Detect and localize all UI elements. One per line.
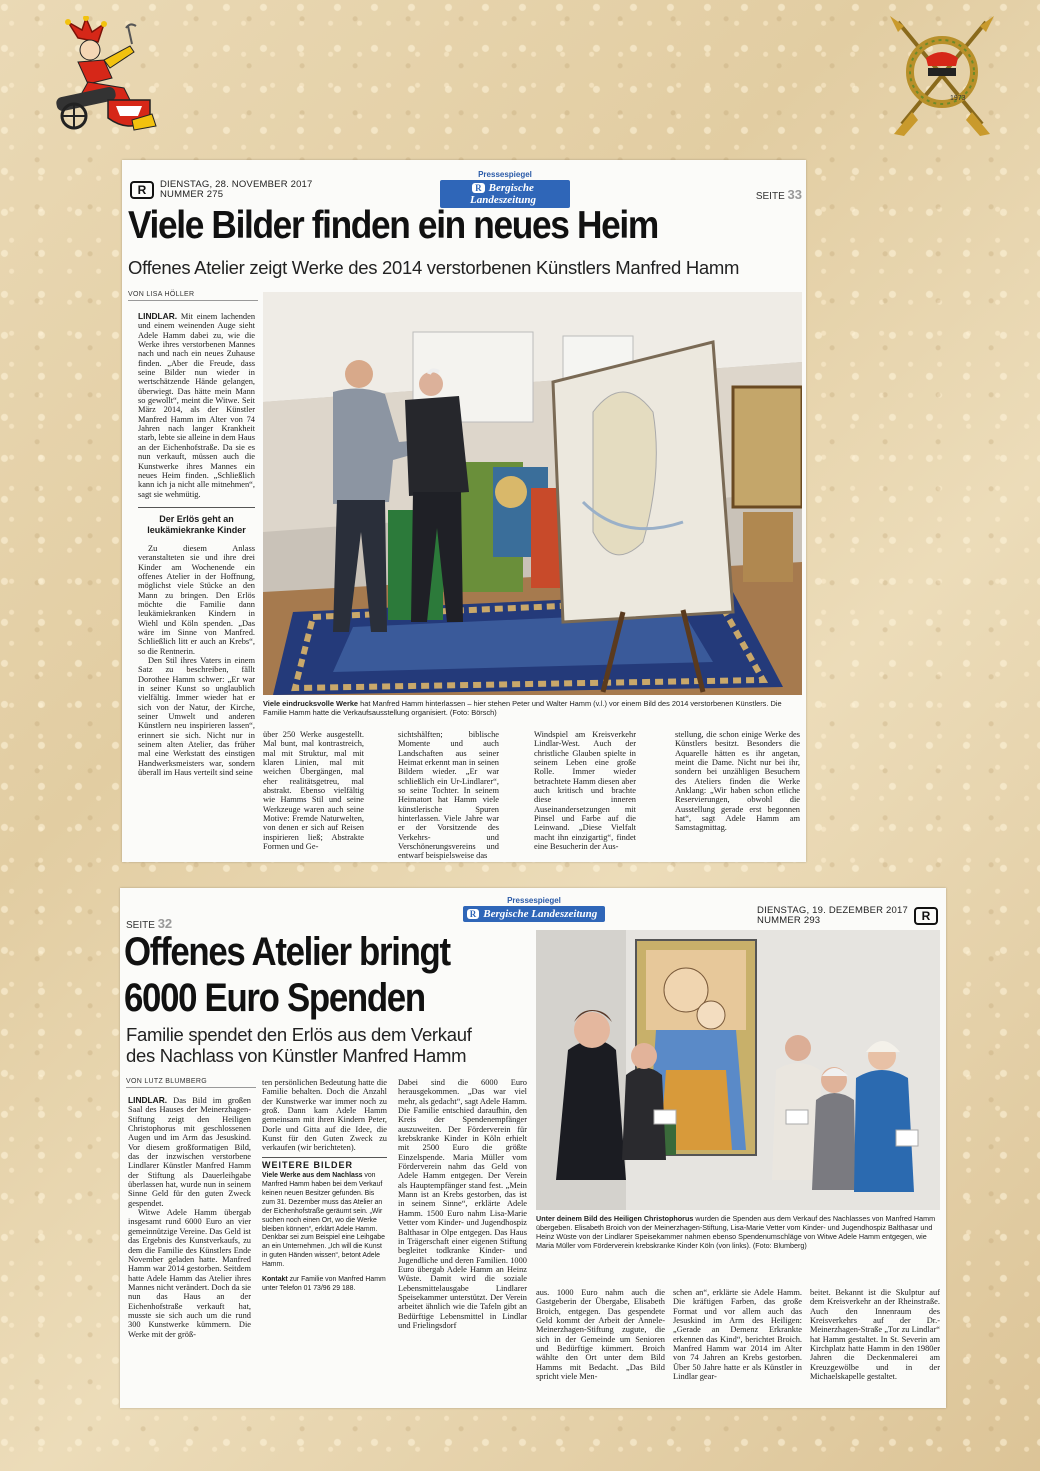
page-num: 33 bbox=[787, 187, 802, 202]
weitere-bilder-text: von Manfred Hamm haben bei dem Verkauf keinen neuen Besitzer gefunden. Bis zum 31. Dezember muss das Atelier an der Eichenhofstraße geräumt sein. „Wir suchen noch einen Ort, wo die Werke bleiben können“, erklärt Adele Hamm. Denkbar sei zum Beispiel eine Leihgabe an ein Unternehmen. „Ich will die Kunst in guten Händen wissen“, betont Adele Hamm. bbox=[262, 1172, 385, 1269]
newspaper-name: Bergische Landeszeitung bbox=[469, 182, 536, 206]
newspaper-logo-icon: R bbox=[472, 183, 485, 193]
atelier-photo bbox=[263, 292, 802, 695]
photo-caption-2 bbox=[536, 1214, 940, 1250]
article2-column-4: aus. 1000 Euro nahm auch die Gastgeberin der Übergabe, Elisabeth Broich, entgegen. Das gespendete Geld kommt der Arbeit der Annele-Meinerzhagen-Stiftung zugute, die sich in der Gemeinde um Senioren und Bedürftige kümmert. Broich wählte den Ort unter dem Bild Hamms mit Bedacht. „Das Bild spricht viele Men- bbox=[536, 1288, 665, 1382]
issue-number-2: NUMMER 293 bbox=[757, 915, 821, 926]
article2-col2-text: ten persönlichen Bedeutung hatte die Familie behalten. Doch die Anzahl der Kunstwerke war immer noch zu groß. Dann kam Adele Hamm gemeinsam mit ihren Kindern Peter, Dorle und Gitta auf die Idee, die Kunst für den Guten Zweck zu verkaufen (wir berichteten). bbox=[262, 1078, 387, 1153]
pressespiegel-banner bbox=[440, 170, 570, 208]
column-4: Windspiel am Kreisverkehr Lindlar-West. Auch der christliche Glauben spielte in seinem Leben eine große Rolle. Immer wieder betrachtete Hamm diesen aber auch kritisch und brachte diese inneren Auseinandersetzungen mit Pinsel und Farbe auf die Leinwand. „Diese Vielfalt macht ihn einzigartig“, findet eine Besucherin der Aus- bbox=[534, 730, 636, 852]
article2-column-2 bbox=[262, 1078, 387, 1406]
author-rule-2 bbox=[126, 1087, 256, 1088]
newspaper-name-2: Bergische Landeszeitung bbox=[483, 908, 598, 920]
caption-2-bold: Unter deinem Bild des Heiligen Christophorus bbox=[536, 1214, 694, 1223]
author: VON LISA HÖLLER bbox=[128, 291, 195, 298]
column-5: stellung, die schon einige Werke des Künstlers besitzt. Besonders die Aquarelle hätten es ihr angetan, meint die Dame. Nicht nur bei ihr, sondern bei unzähligen Besuchern des Ateliers finden die Werke Anklang: „Wir haben schon etliche Reservierungen, obwohl die Ausstellung gerade erst begonnen hat“, sagt Adele Hamm am Samstagmittag. bbox=[675, 730, 800, 833]
jester-cannon-emblem bbox=[48, 16, 164, 134]
emblem-year: 1973 bbox=[950, 95, 966, 102]
newspaper-r-icon: R bbox=[130, 181, 154, 199]
headline-2-line-2: 6000 Euro Spenden bbox=[124, 976, 425, 1020]
issue-date: DIENSTAG, 28. NOVEMBER 2017 bbox=[160, 179, 313, 190]
col1-paragraph-3: Den Stil ihres Vaters in einem Satz zu beschreiben, fällt Dorothee Hamm schwer: „Er war in seiner Kunst so unglaublich vielfältig. Immer wieder hat er sich von der Natur, der Kirche, seiner Umwelt und anderen Künstlern neu inspirieren lassen“, erinnert sie sich. Nicht nur in seinem alten Atelier, das früher mal eine Werkstatt des einstigen Handwerksmeisters war, sondern überall im Haus verteilt sind seine bbox=[138, 656, 255, 778]
col1-paragraph-1: Mit einem lachenden und einem weinenden Auge sieht Adele Hamm dabei zu, wie die Werke ihres verstorbenen Mannes nach und nach ein neues Zuhause finden. „Aber die Freude, dass seine Bilder nun wieder in wertschätzende Hände gelangen, überwiegt. Das hätte mein Mann so gewollt“, meint die Witwe. Seit März 2014, als der Künstler Manfred Hamm im Alter von 74 Jahren nach langer Krankheit starb, lebte sie alleine in dem Haus an der Eichenhofstraße. Da sie es nun verkauft, müssen auch die Kunstwerke ihres Mannes ein neues Heim finden. „Schließlich kann ich ja nicht alle mitnehmen“, sagt sie wehmütig. bbox=[138, 312, 255, 499]
column-2: über 250 Werke ausgestellt. Mal bunt, mal kontrastreich, mal mit Struktur, mal mit klaren Linien, mal mit weichen Übergängen, mal eher realitätsgetreu, mal abstrakt. Ebenso vielfältig wie Hamms Stil und seine Werkzeuge waren auch seine Motive: Fremde Naturwelten, von denen er sich auf Reisen inspirieren ließ; Abstrakte Formen und Ge- bbox=[263, 730, 364, 852]
column-3: sichtshälften; biblische Momente und auch Landschaften aus seiner Heimat erkennt man in seinen Bildern wieder. „Er war schließlich ein Ur-Lindlarer“, so seine Tochter. In seinem Heimatort hat Hamm viele künstlerische Spuren hinterlassen. Viele Jahre war er der Vorsitzende des Verkehrs- und Verschönerungsvereins und entwarf beispielsweise das bbox=[398, 730, 499, 860]
subheadline: Offenes Atelier zeigt Werke des 2014 verstorbenen Künstlers Manfred Hamm bbox=[128, 257, 740, 278]
page-label-2: SEITE bbox=[126, 920, 155, 931]
col1-subhead: Der Erlös geht an leukämiekranke Kinder bbox=[147, 513, 246, 535]
kontakt-label: Kontakt bbox=[262, 1276, 288, 1284]
article2-column-6: beitet. Bekannt ist die Skulptur auf dem Kreisverkehr an der Rheinstraße. Auch den Innenraum des Kreisverkehrs auf der Dr.-Meinerzhagen-Straße „Tor zu Lindlar“ hat Hamm gestaltet. In St. Severin am Kirchplatz hatte Hamm in den 1980er Jahren die Deckenmalerei am Kreuzgewölbe und in der Michaelskapelle gestaltet. bbox=[810, 1288, 940, 1382]
dateline-2: LINDLAR. bbox=[128, 1096, 168, 1105]
pressespiegel-banner-2 bbox=[454, 896, 614, 922]
page-number-2 bbox=[126, 916, 172, 931]
dateline: LINDLAR. bbox=[138, 312, 178, 321]
article2-column-5: schen an“, erklärte sie Adele Hamm. Die kräftigen Farben, das große Format und vor allem auch das Jesuskind im Arm des Heiligen: „Gerade an Demenz Erkrankte erkennen das Kind“, berichtet Broich. Manfred Hamm war 2014 im Alter von 74 Jahren an Krebs gestorben. Über 50 Jahre hatte er als Künstler in Lindlar gear- bbox=[673, 1288, 802, 1382]
article2-col1-paragraph-1: Das Bild im großen Saal des Hauses der Meinerzhagen-Stiftung zeigt den Heiligen Christophorus mit geschlossenen Augen und im Arm das Jesuskind. Vor diesem großformatigen Bild, das der inzwischen verstorbene Lindlarer Künstler Manfred Hamm der Stiftung als Dauerleihgabe überlassen hat, wurde nun in seinem Sinne Geld für den guten Zweck gespendet. bbox=[128, 1096, 251, 1208]
article2-column-3: Dabei sind die 6000 Euro herausgekommen. „Das war viel mehr, als gedacht“, sagt Adele Hamm. Die Familie entschied daraufhin, den Kreis der Spendenempfänger auszuweiten. Der Förderverein für krebskranke Kinder in Köln erhielt mit 2500 Euro die größte Einzelspende. Maria Müller vom Förderverein nahm das Geld von Adele Hamm entgegen. Der Verein als Hauptempfänger stand fest. „Mein Mann ist an Krebs gestorben, das ist in seinem Sinne“, erklärte Adele Hamm. 1500 Euro nahm Lisa-Marie Vetter vom Kinder- und Jugendhospiz Balthasar in Olpe entgegen. Das Haus in Trägerschaft einer eigenen Stiftung begleitet todkranke Kinder- und Jugendliche und deren Familien. 1000 Euro übergab Adele Hamm an Heinz Wüste. Damit wird die soziale Lebensmittelausgabe Lindlarer Speisekammer unterstützt. Der Verein arbeitet ähnlich wie die Tafeln gibt an Bedürftige Lebensmittel in Lindlar und Frielingsdorf bbox=[398, 1078, 527, 1330]
caption-2-text: wurden die Spenden aus dem Verkauf des Nachlasses von Manfred Hamm übergeben. Elisabeth Broich von der Meinerzhagen-Stiftung, Lisa-Marie Vetter vom Kinder- und Jugendhospiz Balthasar und Heinz Wüste von der Lindlarer Speisekammer nahmen ebenso Spendenumschläge von Witwe Adele Hamm entgegen, wie Maria Müller vom Förderverein krebskranke Kinder Köln (von links). (Foto: Blumberg) bbox=[536, 1214, 936, 1250]
christophorus-photo bbox=[536, 930, 940, 1210]
newspaper-r-icon-2: R bbox=[914, 907, 938, 925]
issue-number: NUMMER 275 bbox=[160, 189, 224, 200]
article2-col1-paragraph-2: Witwe Adele Hamm übergab insgesamt rund 6000 Euro an vier gemeinnützige Vereine. Das Geld ist das Ergebnis des Kunstverkaufs, zu dem die Familie des Künstlers Ende November geladen hatte. Manfred Hamm war 2014 gestorben. Seitdem hatte Adele Hamm das Atelier ihres Mannes nicht verändert. Doch da sie nun das Haus an der Eichenhofstraße verkauft hat, musste sie sich auch um die rund 300 Kunstwerke kümmern. Die Werke mit der größ- bbox=[128, 1208, 251, 1339]
kontakt-text: zur Familie von Manfred Hamm unter Telefon 01 73/96 29 188. bbox=[262, 1276, 386, 1292]
page-num-2: 32 bbox=[157, 916, 173, 931]
issue-info bbox=[130, 180, 313, 200]
col1-paragraph-2: Zu diesem Anlass veranstalteten sie und ihre drei Kinder am Wochenende ein offenes Atelier in der Hoffnung, möglichst viele Stücke an den Mann zu bringen. Den Erlös möchte die Familie dann leukämiekranken Kindern in Wiehl und Köln spenden. „Das wäre im Sinne von Manfred. Schließlich litt er auch an Krebs“, so die Rentnerin. bbox=[138, 543, 255, 656]
article-clipping-1 bbox=[122, 160, 806, 862]
page-label: SEITE bbox=[755, 191, 785, 202]
issue-info-2 bbox=[757, 906, 938, 926]
issue-date-2: DIENSTAG, 19. DEZEMBER 2017 bbox=[757, 905, 908, 916]
subheadline-2-line-2: des Nachlass von Künstler Manfred Hamm bbox=[126, 1045, 467, 1066]
headline-2-line-1: Offenes Atelier bringt bbox=[124, 930, 450, 974]
article2-column-1 bbox=[128, 1096, 251, 1406]
newspaper-logo-icon-2: R bbox=[467, 909, 480, 919]
weitere-bilder-box bbox=[262, 1172, 387, 1294]
column-1 bbox=[138, 312, 255, 860]
pressespiegel-label: Pressespiegel bbox=[478, 170, 532, 179]
subheadline-2-line-1: Familie spendet den Erlös aus dem Verkauf bbox=[126, 1024, 472, 1045]
article-clipping-2 bbox=[120, 888, 946, 1408]
weitere-bilder-title: WEITERE BILDER bbox=[262, 1157, 387, 1170]
pressespiegel-label-2: Pressespiegel bbox=[507, 896, 561, 905]
weitere-bilder-bold: Viele Werke aus dem Nachlass bbox=[262, 1172, 363, 1180]
author-rule bbox=[128, 300, 258, 301]
subhead-rule bbox=[138, 507, 255, 508]
brooms-wreath-emblem bbox=[890, 16, 994, 138]
headline: Viele Bilder finden ein neues Heim bbox=[128, 204, 658, 247]
page-number bbox=[756, 187, 802, 202]
author-2: VON LUTZ BLUMBERG bbox=[126, 1078, 207, 1085]
caption-text: hat Manfred Hamm hinterlassen – hier stehen Peter und Walter Hamm (v.l.) vor einem Bild des 2014 verstorbenen Künstlers. Die Familie Hamm hatte die Verkaufsausstellung organisiert. (Foto: Börsch) bbox=[263, 699, 782, 718]
caption-bold: Viele eindrucksvolle Werke bbox=[263, 699, 359, 708]
photo-caption bbox=[263, 699, 802, 717]
